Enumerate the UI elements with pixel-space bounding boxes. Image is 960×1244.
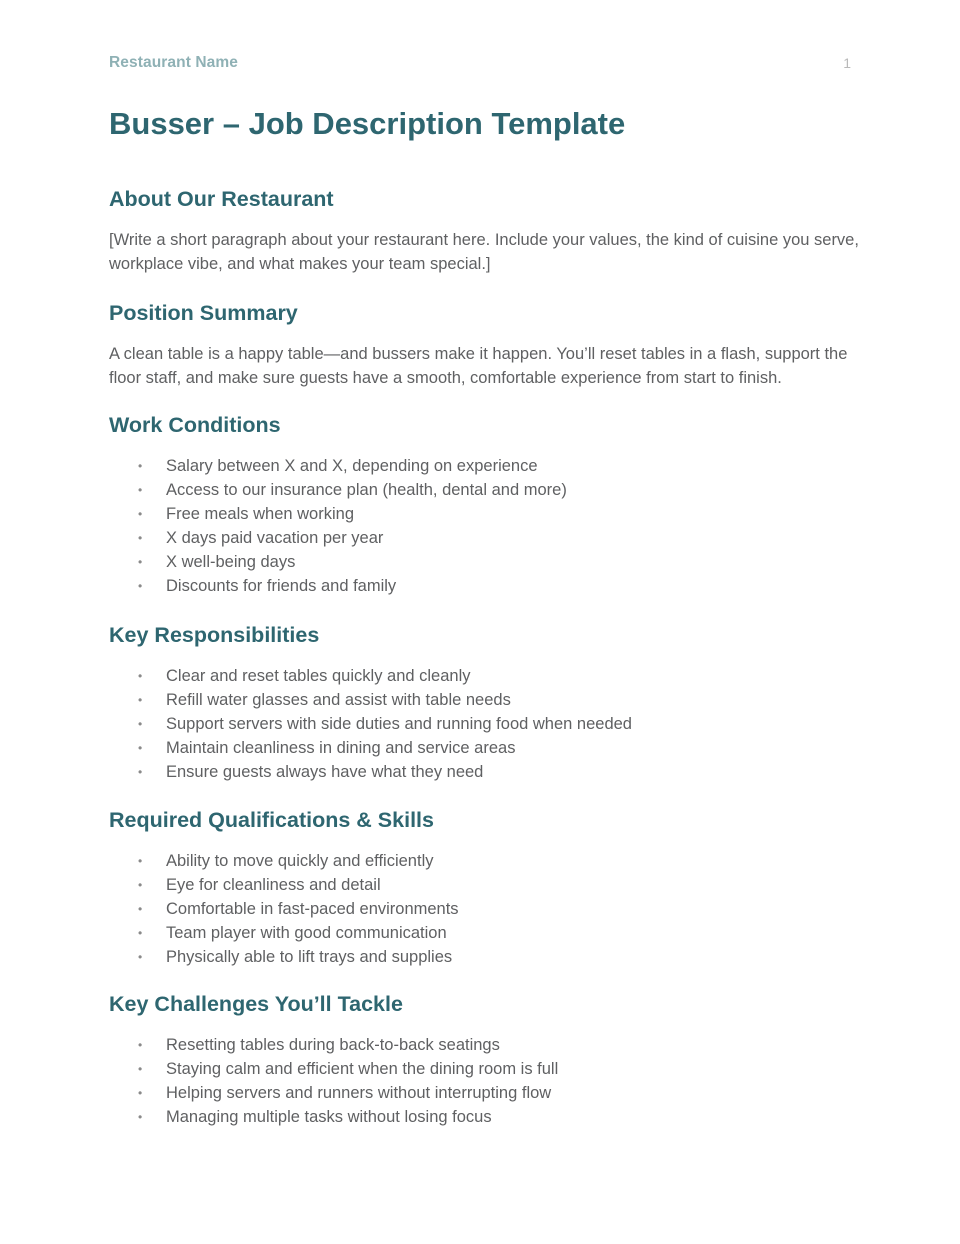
section-about xyxy=(109,186,861,276)
bullet-list xyxy=(109,454,861,598)
list-item-text: Ability to move quickly and efficiently xyxy=(166,852,434,870)
list-item-text: Ensure guests always have what they need xyxy=(166,763,484,781)
list-item xyxy=(109,760,861,784)
bullet-icon: • xyxy=(138,579,143,593)
bullet-icon: • xyxy=(138,902,143,916)
section-heading: Position Summary xyxy=(109,301,298,325)
list-item xyxy=(109,502,861,526)
bullet-icon: • xyxy=(138,1086,143,1100)
list-item-text: Support servers with side duties and running food when needed xyxy=(166,715,632,733)
section-qualifications xyxy=(109,807,861,969)
section-key-challenges xyxy=(109,991,861,1129)
bullet-icon: • xyxy=(138,693,143,707)
list-item xyxy=(109,873,861,897)
document-title: Busser – Job Description Template xyxy=(109,106,626,141)
list-item-text: Clear and reset tables quickly and cleanly xyxy=(166,667,471,685)
section-heading: Key Challenges You’ll Tackle xyxy=(109,992,403,1016)
list-item-text: Staying calm and efficient when the dining room is full xyxy=(166,1060,559,1078)
list-item-text: Helping servers and runners without interrupting flow xyxy=(166,1084,552,1102)
list-item xyxy=(109,1105,861,1129)
section-heading: Required Qualifications & Skills xyxy=(109,808,434,832)
list-item xyxy=(109,1033,861,1057)
list-item xyxy=(109,688,861,712)
bullet-icon: • xyxy=(138,1110,143,1124)
list-item xyxy=(109,574,861,598)
list-item xyxy=(109,945,861,969)
bullet-icon: • xyxy=(138,555,143,569)
list-item-text: Free meals when working xyxy=(166,505,354,523)
list-item-text: Discounts for friends and family xyxy=(166,577,397,595)
list-item-text: Team player with good communication xyxy=(166,924,447,942)
list-item xyxy=(109,712,861,736)
bullet-icon: • xyxy=(138,741,143,755)
section-heading: Key Responsibilities xyxy=(109,623,320,647)
section-paragraph: [Write a short paragraph about your restaurant here. Include your values, the kind of cuisine you serve, workplace vibe, and what makes your team special.] xyxy=(109,231,859,273)
bullet-icon: • xyxy=(138,1038,143,1052)
bullet-icon: • xyxy=(138,669,143,683)
list-item xyxy=(109,921,861,945)
list-item xyxy=(109,550,861,574)
bullet-list xyxy=(109,1033,861,1129)
bullet-icon: • xyxy=(138,926,143,940)
bullet-icon: • xyxy=(138,531,143,545)
list-item-text: Eye for cleanliness and detail xyxy=(166,876,381,894)
section-paragraph: A clean table is a happy table—and bussers make it happen. You’ll reset tables in a flash, support the floor staff, and make sure guests have a smooth, comfortable experience from start to finish. xyxy=(109,345,848,387)
bullet-icon: • xyxy=(138,459,143,473)
list-item-text: Access to our insurance plan (health, dental and more) xyxy=(166,481,567,499)
list-item xyxy=(109,664,861,688)
list-item-text: Salary between X and X, depending on experience xyxy=(166,457,538,475)
section-position-summary xyxy=(109,300,861,390)
section-key-responsibilities xyxy=(109,622,861,784)
bullet-icon: • xyxy=(138,765,143,779)
section-work-conditions xyxy=(109,412,861,598)
bullet-icon: • xyxy=(138,717,143,731)
bullet-icon: • xyxy=(138,878,143,892)
list-item-text: Refill water glasses and assist with table needs xyxy=(166,691,511,709)
list-item-text: X days paid vacation per year xyxy=(166,529,384,547)
list-item-text: Physically able to lift trays and supplies xyxy=(166,948,453,966)
list-item xyxy=(109,736,861,760)
bullet-icon: • xyxy=(138,507,143,521)
list-item xyxy=(109,897,861,921)
list-item xyxy=(109,1081,861,1105)
section-heading: About Our Restaurant xyxy=(109,187,334,211)
bullet-list xyxy=(109,849,861,969)
list-item xyxy=(109,454,861,478)
page-header xyxy=(109,54,851,74)
bullet-list xyxy=(109,664,861,784)
bullet-icon: • xyxy=(138,483,143,497)
list-item-text: Managing multiple tasks without losing focus xyxy=(166,1108,492,1126)
list-item xyxy=(109,849,861,873)
list-item xyxy=(109,1057,861,1081)
bullet-icon: • xyxy=(138,854,143,868)
list-item-text: X well-being days xyxy=(166,553,296,571)
list-item-text: Resetting tables during back-to-back seatings xyxy=(166,1036,500,1054)
list-item xyxy=(109,478,861,502)
page-number: 1 xyxy=(843,55,851,71)
section-heading: Work Conditions xyxy=(109,413,281,437)
bullet-icon: • xyxy=(138,1062,143,1076)
list-item-text: Comfortable in fast-paced environments xyxy=(166,900,459,918)
list-item-text: Maintain cleanliness in dining and service areas xyxy=(166,739,516,757)
bullet-icon: • xyxy=(138,950,143,964)
restaurant-name: Restaurant Name xyxy=(109,54,238,71)
list-item xyxy=(109,526,861,550)
